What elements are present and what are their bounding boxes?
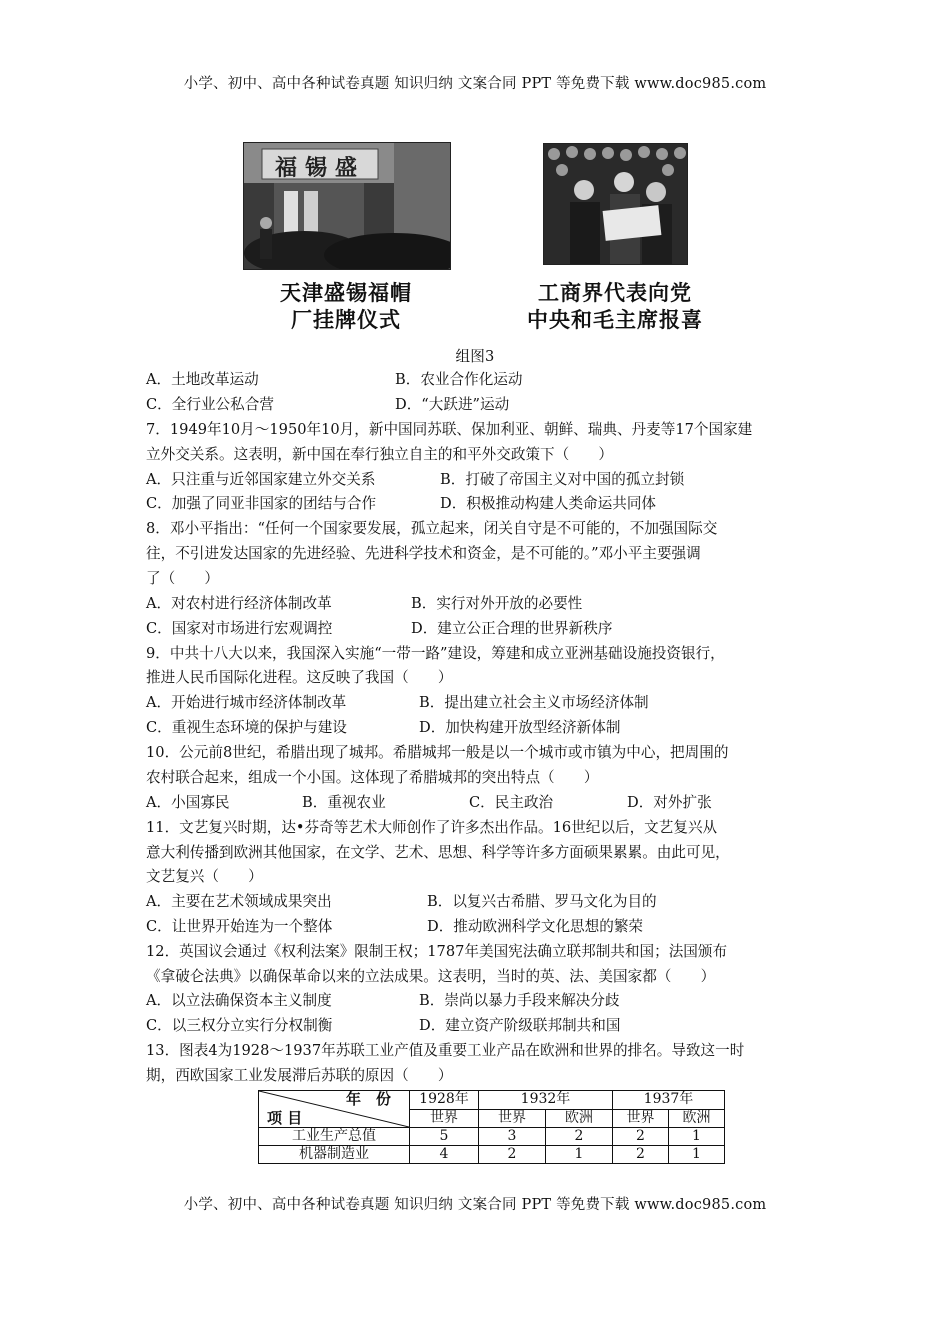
option: D．“大跃进”运动 <box>395 396 510 413</box>
option-line <box>146 1016 621 1036</box>
option: B．崇尚以暴力手段来解决分歧 <box>419 992 620 1009</box>
option-line <box>146 594 583 614</box>
table-year-cell: 1932年 <box>479 1091 613 1110</box>
option: B．打破了帝国主义对中国的孤立封锁 <box>440 471 685 488</box>
table-cell: 2 <box>479 1146 546 1164</box>
question-text: 期，西欧国家工业发展滞后苏联的原因（ ） <box>146 1067 453 1084</box>
question-text: 立外交关系。这表明，新中国在奉行独立自主的和平外交政策下（ ） <box>146 446 614 463</box>
table-corner-cell <box>259 1091 410 1128</box>
option-line <box>146 693 649 713</box>
option: A．开始进行城市经济体制改革 <box>146 694 347 711</box>
option: D．积极推动构建人类命运共同体 <box>440 495 657 512</box>
option: C．重视生态环境的保护与建设 <box>146 719 347 736</box>
caption-right-line2: 中央和毛主席报喜 <box>527 307 703 332</box>
photo-business-representatives-image <box>544 144 687 264</box>
question-text: 《拿破仑法典》以确保革命以来的立法成果。这表明，当时的英、法、美国家都（ ） <box>146 968 716 985</box>
question-text: 10．公元前8世纪，希腊出现了城邦。希腊城邦一般是以一个城市或市镇为中心，把周围的 <box>146 744 729 761</box>
option: B．重视农业 <box>302 794 386 811</box>
figure-label: 组图3 <box>455 348 495 365</box>
option: D．建立资产阶级联邦制共和国 <box>419 1017 621 1034</box>
option-line <box>146 370 523 390</box>
table-corner-bottom: 项 目 <box>267 1109 303 1127</box>
table-cell: 1 <box>669 1128 725 1146</box>
question-text: 农村联合起来，组成一个小国。这体现了希腊城邦的突出特点（ ） <box>146 769 599 786</box>
option-line <box>146 793 712 813</box>
question-text: 了（ ） <box>146 570 219 587</box>
option: B．实行对外开放的必要性 <box>411 595 583 612</box>
question-text: 文艺复兴（ ） <box>146 868 263 885</box>
page-footer: 小学、初中、高中各种试卷真题 知识归纳 文案合同 PPT 等免费下载 www.doc985.com <box>183 1197 767 1213</box>
question-text: 13．图表4为1928～1937年苏联工业产值及重要工业产品在欧洲和世界的排名。导致这一时 <box>146 1042 745 1059</box>
photo-factory-ceremony <box>243 142 451 270</box>
table-row <box>259 1128 725 1146</box>
ranking-table <box>258 1090 725 1164</box>
option: B．以复兴古希腊、罗马文化为目的 <box>427 893 657 910</box>
table-subheader-cell: 世界 <box>479 1109 546 1128</box>
option: A．以立法确保资本主义制度 <box>146 992 332 1009</box>
option: A．主要在艺术领域成果突出 <box>146 893 332 910</box>
table-year-cell: 1937年 <box>613 1091 725 1110</box>
option: D．建立公正合理的世界新秩序 <box>411 620 613 637</box>
option: C．以三权分立实行分权制衡 <box>146 1017 333 1034</box>
table-row-label: 机器制造业 <box>259 1146 410 1164</box>
option: A．只注重与近邻国家建立外交关系 <box>146 471 376 488</box>
caption-right-line1: 工商界代表向党 <box>538 280 692 305</box>
table-cell: 4 <box>410 1146 479 1164</box>
option-line <box>146 917 644 937</box>
table-cell: 2 <box>546 1128 613 1146</box>
table-cell: 2 <box>613 1128 669 1146</box>
table-header-row <box>259 1091 725 1110</box>
photo-caption-right <box>515 279 715 333</box>
table-subheader-cell: 欧洲 <box>669 1109 725 1128</box>
option-line <box>146 718 621 738</box>
question-text: 意大利传播到欧洲其他国家，在文学、艺术、思想、科学等许多方面硕果累累。由此可见， <box>146 844 730 861</box>
option-line <box>146 991 620 1011</box>
table-cell: 1 <box>669 1146 725 1164</box>
photo-business-representatives <box>543 143 688 265</box>
option: D．推动欧洲科学文化思想的繁荣 <box>427 918 644 935</box>
table-corner-top: 年 份 <box>345 1090 391 1108</box>
option: C．国家对市场进行宏观调控 <box>146 620 333 637</box>
page-header: 小学、初中、高中各种试卷真题 知识归纳 文案合同 PPT 等免费下载 www.doc985.com <box>183 76 767 92</box>
photo-caption-left <box>243 279 449 333</box>
option-line <box>146 470 685 490</box>
table-subheader-cell: 世界 <box>613 1109 669 1128</box>
option: C．让世界开始连为一个整体 <box>146 918 333 935</box>
question-text: 推进人民币国际化进程。这反映了我国（ ） <box>146 669 453 686</box>
option: C．加强了同亚非国家的团结与合作 <box>146 495 377 512</box>
question-text: 往，不引进发达国家的先进经验、先进科学技术和资金，是不可能的。”邓小平主要强调 <box>146 545 701 562</box>
option: D．对外扩张 <box>627 794 712 811</box>
question-text: 7．1949年10月～1950年10月，新中国同苏联、保加利亚、朝鲜、瑞典、丹麦等17个国家建 <box>146 421 753 438</box>
table-row-label: 工业生产总值 <box>259 1128 410 1146</box>
option: C．民主政治 <box>469 794 554 811</box>
table-cell: 3 <box>479 1128 546 1146</box>
caption-left-line2: 厂挂牌仪式 <box>291 307 401 332</box>
option-line <box>146 395 510 415</box>
table-subheader-cell: 世界 <box>410 1109 479 1128</box>
table-cell: 5 <box>410 1128 479 1146</box>
option: A．小国寡民 <box>146 794 230 811</box>
question-text: 11．文艺复兴时期，达•芬奇等艺术大师创作了许多杰出作品。16世纪以后，文艺复兴从 <box>146 819 718 836</box>
table-row <box>259 1146 725 1164</box>
option: B．提出建立社会主义市场经济体制 <box>419 694 649 711</box>
option-line <box>146 892 657 912</box>
option: A．对农村进行经济体制改革 <box>146 595 332 612</box>
question-text: 8．邓小平指出：“任何一个国家要发展，孤立起来，闭关自守是不可能的，不加强国际交 <box>146 520 718 537</box>
option: D．加快构建开放型经济新体制 <box>419 719 621 736</box>
caption-left-line1: 天津盛锡福帽 <box>280 280 412 305</box>
option: A．土地改革运动 <box>146 371 259 388</box>
question-text: 12．英国议会通过《权利法案》限制王权；1787年美国宪法确立联邦制共和国；法国颁布 <box>146 943 728 960</box>
table-subheader-cell: 欧洲 <box>546 1109 613 1128</box>
option: C．全行业公私合营 <box>146 396 274 413</box>
option-line <box>146 494 657 514</box>
option-line <box>146 619 613 639</box>
option: B．农业合作化运动 <box>395 371 523 388</box>
table-cell: 2 <box>613 1146 669 1164</box>
shop-sign-text: 福锡盛 <box>274 155 365 181</box>
table-year-cell: 1928年 <box>410 1091 479 1110</box>
question-text: 9．中共十八大以来，我国深入实施“一带一路”建设，筹建和成立亚洲基础设施投资银行， <box>146 645 725 662</box>
table-cell: 1 <box>546 1146 613 1164</box>
